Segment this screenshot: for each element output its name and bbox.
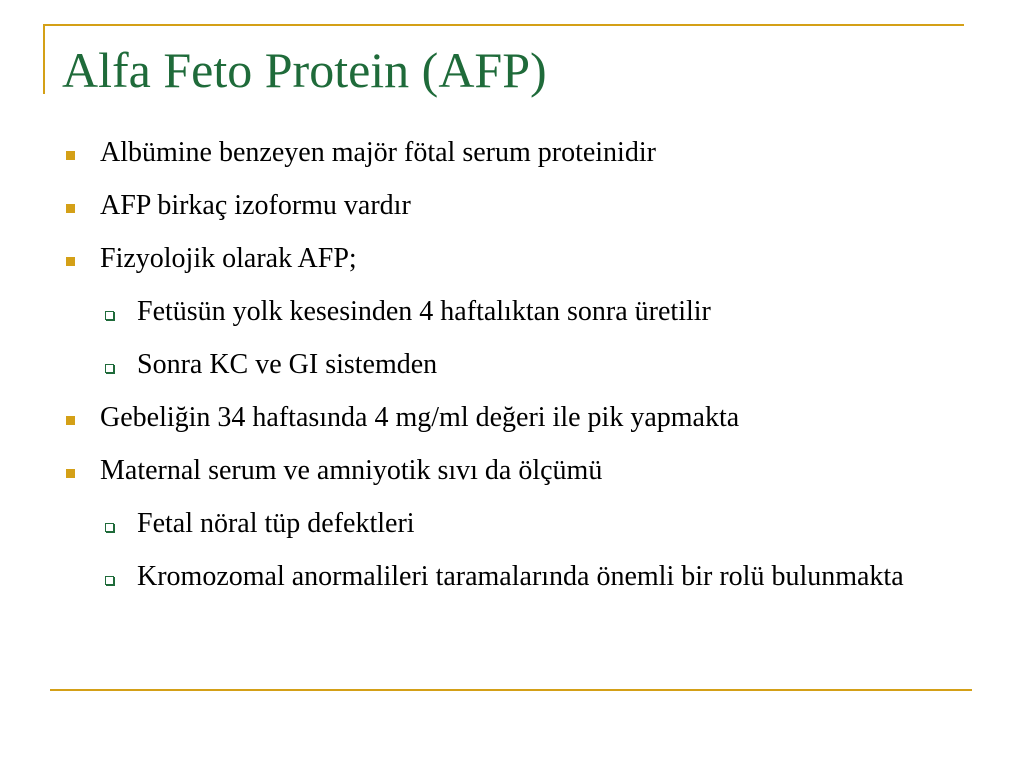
sub-bullet-text: Kromozomal anormalileri taramalarında önemli bir rolü bulunmakta — [137, 561, 904, 592]
bullet-item — [62, 397, 942, 439]
bullet-text: Gebeliğin 34 haftasında 4 mg/ml değeri ile pik yapmakta — [100, 402, 740, 433]
square-bullet-icon — [66, 204, 75, 213]
bullet-text: Maternal serum ve amniyotik sıvı da ölçümü — [100, 455, 603, 486]
bullet-item — [62, 185, 942, 227]
slide-title: Alfa Feto Protein (AFP) — [62, 42, 547, 98]
sub-bullet-text: Fetal nöral tüp defektleri — [137, 508, 415, 539]
hollow-square-bullet-icon — [105, 311, 114, 320]
sub-bullet-item — [62, 291, 942, 333]
sub-bullet-text: Sonra KC ve GI sistemden — [137, 349, 438, 380]
bullet-list — [62, 132, 942, 609]
bullet-text: AFP birkaç izoformu vardır — [100, 190, 411, 221]
bullet-item — [62, 132, 942, 174]
sub-bullet-item — [62, 344, 942, 386]
square-bullet-icon — [66, 416, 75, 425]
hollow-square-bullet-icon — [105, 523, 114, 532]
bottom-rule — [50, 689, 972, 691]
square-bullet-icon — [66, 151, 75, 160]
square-bullet-icon — [66, 469, 75, 478]
hollow-square-bullet-icon — [105, 576, 114, 585]
bullet-item — [62, 450, 942, 492]
sub-bullet-item — [62, 503, 942, 545]
sub-bullet-item — [62, 556, 942, 598]
square-bullet-icon — [66, 257, 75, 266]
left-rule — [43, 24, 45, 94]
sub-bullet-text: Fetüsün yolk kesesinden 4 haftalıktan sonra üretilir — [137, 296, 711, 327]
bullet-text: Fizyolojik olarak AFP; — [100, 243, 357, 274]
hollow-square-bullet-icon — [105, 364, 114, 373]
bullet-item — [62, 238, 942, 280]
top-rule — [43, 24, 964, 26]
bullet-text: Albümine benzeyen majör fötal serum proteinidir — [100, 137, 656, 168]
